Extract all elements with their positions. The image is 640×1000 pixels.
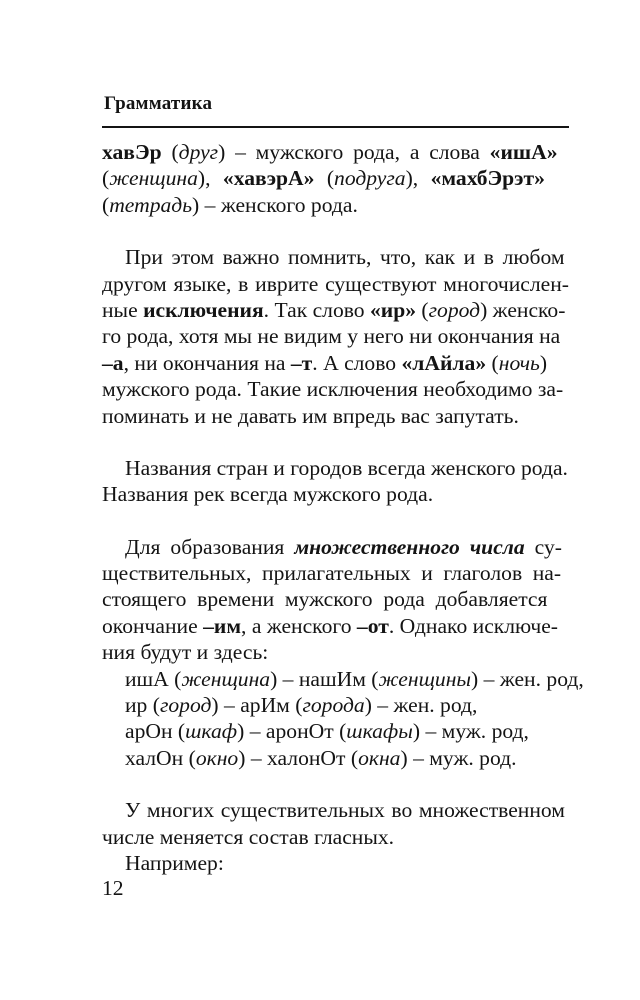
- text-line: ния будут и здесь:: [102, 640, 269, 665]
- example-line: ишА (женщина) – нашИм (женщины) – жен. род,: [125, 666, 584, 691]
- text-line: Названия рек всегда мужского рода.: [102, 482, 434, 507]
- example-line: ир (город) – арИм (города) – жен. род,: [125, 693, 478, 718]
- text-line: окончание –им, а женского –от. Однако исключе-: [102, 613, 559, 638]
- text-line: го рода, хотя мы не видим у него ни окончания на: [102, 324, 561, 349]
- text-line: поминать и не давать им впредь вас запутать.: [102, 403, 519, 428]
- text-line: числе меняется состав гласных.: [102, 824, 395, 849]
- text-line: ществительных, прилагательных и глаголов на-: [102, 561, 562, 586]
- text-line: Названия стран и городов всегда женского рода.: [125, 455, 568, 480]
- text-line: другом языке, в иврите существуют многочислен-: [102, 271, 569, 296]
- text-line: (женщина), «хавэрА» (подруга), «махбЭрэт»: [102, 166, 545, 191]
- text-line: ные исключения. Так слово «ир» (город) женско-: [102, 297, 566, 322]
- header-divider: [102, 126, 569, 128]
- example-line: халОн (окно) – халонОт (окна) – муж. род.: [125, 745, 517, 770]
- text-line: –а, ни окончания на –т. А слово «лАйла» (ночь): [102, 350, 548, 375]
- text-line: (тетрадь) – женского рода.: [102, 192, 358, 217]
- text-line: мужского рода. Такие исключения необходимо за-: [102, 377, 564, 402]
- text-line: Для образования множественного числа су-: [125, 534, 562, 559]
- page-number: 12: [102, 876, 124, 900]
- running-header-title: Грамматика: [104, 93, 213, 114]
- text-line: У многих существительных во множественном: [125, 798, 565, 823]
- text-line: хавЭр (друг) – мужского рода, а слова «ишА»: [102, 140, 558, 164]
- text-line: Например:: [125, 850, 224, 875]
- text-line: При этом важно помнить, что, как и в любом: [125, 245, 565, 270]
- example-line: арОн (шкаф) – аронОт (шкафы) – муж. род,: [125, 719, 529, 744]
- page-body: [102, 139, 584, 876]
- text-line: стоящего времени мужского рода добавляется: [102, 587, 548, 612]
